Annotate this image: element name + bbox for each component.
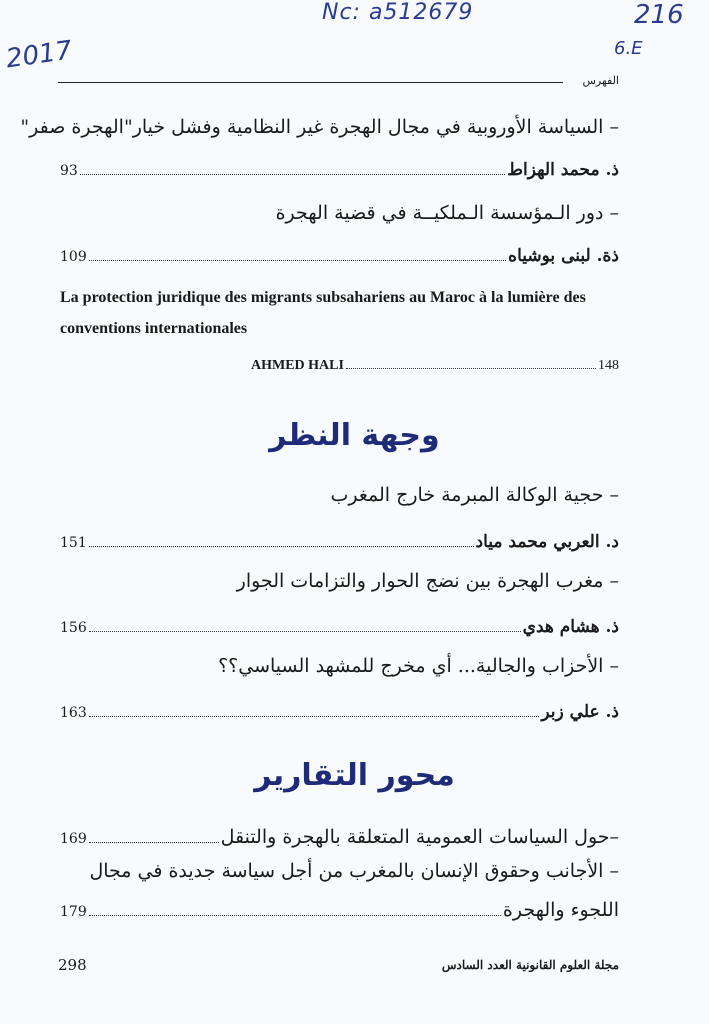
dot-leader [346, 368, 596, 369]
dot-leader [89, 260, 506, 261]
entry-page: 109 [60, 249, 87, 265]
report-entry-line [60, 899, 619, 925]
handwritten-reference: Nc: a512679 [322, 0, 474, 25]
report-entry-title: –حول السياسات العمومية المتعلقة بالهجرة والتنقل [220, 826, 619, 848]
header-rule [58, 82, 563, 83]
entry-author: ذة. لبنى بوشياه [508, 246, 619, 266]
dot-leader [80, 174, 505, 175]
entry-author-line [60, 246, 619, 270]
entry-author-line [60, 617, 619, 641]
dot-leader [89, 631, 521, 632]
entry-title: – السياسة الأوروبية في مجال الهجرة غير النظامية وفشل خيار"الهجرة صفر" [20, 116, 619, 138]
dot-leader [89, 842, 219, 843]
entry-title: – مغرب الهجرة بين نضج الحوار والتزامات الجوار [236, 570, 619, 592]
report-entry-page: 169 [60, 831, 87, 847]
entry-author: ذ. علي زبر [541, 702, 619, 722]
dot-leader [89, 716, 540, 717]
entry-page: 93 [60, 163, 78, 179]
section-heading-reports: محور التقارير [254, 758, 455, 793]
entry-author-line [60, 532, 619, 556]
entry-page: 163 [60, 705, 87, 721]
header-label: الفهرس [582, 74, 619, 87]
footer-journal-title: مجلة العلوم القانونية العدد السادس [441, 958, 619, 972]
entry-author-line [60, 702, 619, 726]
french-entry-author: AHMED HALI [251, 358, 344, 373]
entry-author: ذ. محمد الهزاط [507, 160, 619, 180]
report-entry-title: – الأجانب وحقوق الإنسان بالمغرب من أجل سياسة جديدة في مجال [89, 860, 619, 882]
entry-page: 151 [60, 535, 87, 551]
report-entry-line [60, 826, 619, 852]
french-entry-author-line [251, 358, 619, 378]
entry-author: د. العربي محمد مياد [475, 532, 619, 552]
report-entry-title-cont: اللجوء والهجرة [502, 899, 619, 921]
entry-title: – الأحزاب والجالية... أي مخرج للمشهد السياسي؟؟ [218, 655, 619, 677]
entry-title: – دور الـمؤسسة الـملكيــة في قضية الهجرة [275, 202, 619, 224]
entry-title: – حجية الوكالة المبرمة خارج المغرب [330, 484, 619, 506]
entry-author: ذ. هشام هدي [522, 617, 619, 637]
entry-page: 156 [60, 620, 87, 636]
dot-leader [89, 915, 501, 916]
french-entry-title: La protection juridique des migrants subsahariens au Maroc à la lumière des conventions internationales [60, 289, 586, 337]
entry-author-line [60, 160, 619, 184]
handwritten-number: 216 [634, 0, 684, 30]
handwritten-sub: 6.E [614, 38, 643, 59]
french-entry-page: 148 [598, 358, 619, 373]
handwritten-year: 2017 [4, 35, 74, 75]
dot-leader [89, 546, 474, 547]
report-entry-page: 179 [60, 904, 87, 920]
footer-page-number: 298 [58, 956, 87, 974]
section-heading-viewpoint: وجهة النظر [269, 418, 440, 453]
